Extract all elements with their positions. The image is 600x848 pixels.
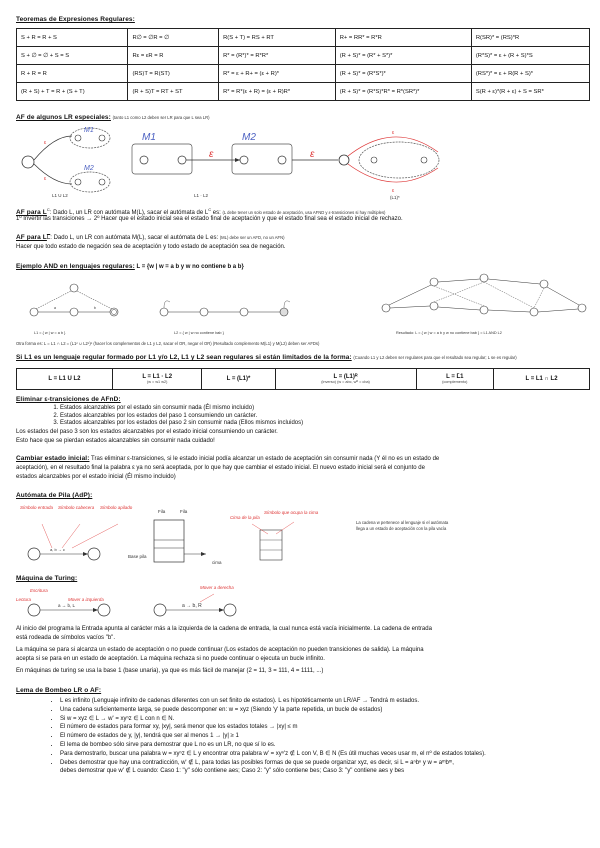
cierre-main: L = (L1)* <box>226 376 251 382</box>
complemento-text2: es: <box>211 210 221 216</box>
eliminar-list <box>16 405 588 428</box>
complemento-sup: C <box>46 207 50 212</box>
turing-line1: Al inicio del programa la Entrada apunta al carácter más a la izquierda de la cadena de entrada, la cual nunca está vacía inicialmente. La cadena de entrada <box>16 626 432 632</box>
kleene-caption: (L1)* <box>390 195 400 200</box>
teoremas-cell: R(SR)* = (RS)*R <box>471 29 589 47</box>
concat-caption: L1 · L2 <box>194 193 209 198</box>
eliminar-line2: Esto hace que se pierdan estados alcanzables sin consumir nada cuidado! <box>16 438 215 444</box>
svg-text:a, b → c: a, b → c <box>50 547 65 552</box>
l2-automaton <box>160 301 290 316</box>
turing-l2: Lectura <box>16 597 32 602</box>
teoremas-cell: R(S + T) = RS + RT <box>219 29 336 47</box>
ejemplo-footer: Otra forma es: L = L1 ∩ L2 = (L1ᶜ ∪ L2ᶜ)ᶜ (hacer los complementos de L1 y L2, sacar el OR, negar el OR) (Resultado complemento M(L1) y M(L2) deben ser AFDs) <box>16 341 320 346</box>
kleene-automaton <box>339 130 439 200</box>
afdlr-title: AF de algunos LR especiales: <box>16 114 111 121</box>
cierre-sub: (inverso) (w = abc, wᴿ = cba) <box>321 380 370 384</box>
cierre-sub: (w = w1 w2) <box>146 380 168 384</box>
teoremas-cell: R∅ = ∅R = ∅ <box>128 29 219 47</box>
teoremas-cell: (R*S)* = ε + (R + S)*S <box>471 47 589 65</box>
cierre-main: L = (L1)ᴿ <box>333 374 358 380</box>
complemento-title: AF para L <box>16 209 47 216</box>
ejemplo-cap1: L1 = { w | w = a b } <box>34 331 66 335</box>
svg-text:ε: ε <box>310 149 315 160</box>
pila-l8: Símbolo que ocupa la cima <box>264 510 319 515</box>
teoremas-cell: S + R = R + S <box>17 29 128 47</box>
cierre-cell <box>416 369 493 390</box>
svg-text:a → b, L: a → b, L <box>58 603 76 608</box>
afr-note: (ML) debe ser un AFD, no un AFN) <box>219 235 285 240</box>
bombeo-item: • El número de estados de y, |y|, tendrá que ser al menos 1 → |y| ≥ 1 <box>60 732 588 741</box>
teoremas-cell: R* = R*(ε + R) = (ε + R)R* <box>219 83 336 101</box>
bombeo-list <box>16 697 588 776</box>
svg-text:a: a <box>54 306 56 310</box>
cierre-main: L = L1 · L2 <box>142 374 173 380</box>
pila-l2: Símbolo cabecera <box>58 505 95 510</box>
afdlr-note: (tanto L1 como L2 deben ser LR para que L sea LR) <box>112 115 210 120</box>
bombeo-item: • L es infinito (Lenguaje infinito de cadenas diferentes con un set finito de estados). L es hipotéticamente un LR/AF → Tendrá m estados. <box>60 697 588 706</box>
cierre-table <box>16 368 590 390</box>
complemento-line1: AF para $L^C$: Dado L, un LR con autómata M(L), sacar el autómata de $L^C$ es: (L debe tener un solo estado de aceptación, usa AFND y ε-transiciones si hay múltiples) <box>16 207 386 216</box>
cierre-sub: (complemento) <box>442 380 468 384</box>
eliminar-line1: Los estados del paso 3 son los estados alcanzables por el estado inicial consumiendo un carácter. <box>16 429 278 435</box>
cierre-main: L = L̄1 <box>446 374 464 380</box>
bombeo-item: • Si w = xyz ∈ L → w' = xyⁿz ∈ L con n ∈ N. <box>60 715 588 724</box>
eliminar-title: Eliminar ε-transiciones de AFnD: <box>16 396 121 403</box>
union-automaton <box>22 127 110 198</box>
bombeo-item: • Una cadena suficientemente larga, se puede descomponer en: w = xyz (Siendo 'y' la parte repetida, un bucle de estados) <box>60 706 588 715</box>
cambiar-text1: Tras eliminar ε-transiciones, si le estado inicial podía alcanzar un estado de aceptación sin consumir nada (Y él no es un estado de <box>91 456 440 462</box>
concat-automaton <box>132 132 338 198</box>
afdlr-diagram <box>14 122 574 200</box>
turing-line3: La máquina se para si alcanza un estado de aceptación o no puede continuar (Los estados de aceptación no pueden transiciones de salida). La máquina <box>16 647 424 653</box>
pila-diagram <box>14 518 354 570</box>
result-automaton <box>382 274 586 316</box>
teoremas-cell: (R + S)T = RT + ST <box>128 83 219 101</box>
cambiar-line3: estados alcanzables por el estado inicial (Él mismo incluido) <box>16 474 176 480</box>
turing-l4: Mover a derecha <box>200 585 234 590</box>
teoremas-cell: R + R = R <box>17 65 128 83</box>
pila-note: La cadena w pertenece al lenguaje si el autómata llega a un estado de aceptación con la pila vacía <box>356 520 449 531</box>
teoremas-cell: R* = (R*)* = R*R* <box>219 47 336 65</box>
turing-l3: Mover a izquierda <box>68 597 104 602</box>
complemento-text: : Dado L, un LR con autómata M(L), sacar el autómata de L <box>49 210 209 216</box>
afr-text2: es: <box>208 235 219 241</box>
cierre-header <box>16 354 588 362</box>
afdlr-header <box>16 114 588 121</box>
svg-text:ε: ε <box>44 140 47 146</box>
svg-text:M2: M2 <box>84 165 94 172</box>
cierre-cell <box>17 369 113 390</box>
teoremas-row <box>17 65 590 83</box>
ejemplo-diagram <box>14 272 590 342</box>
bombeo-item: debes demostrar que w' ∉ L cuando: Caso 1: "y" sólo contiene aes; Caso 2: "y" sólo contiene bes; Caso 3: "y" contiene aes y bes <box>60 768 405 775</box>
bombeo-item: • Debes demostrar que hay una contradicción, w' ∉ L, para todas las posibles formas de que se puede organizar xyz, es decir, si L = aⁿbⁿ y w = aᵐbᵐ, <box>60 759 588 768</box>
svg-text:M1: M1 <box>84 127 94 134</box>
cierre-cell <box>202 369 275 390</box>
teoremas-cell: R+ = RR* = R*R <box>335 29 471 47</box>
teoremas-cell: S + ∅ = ∅ + S = S <box>17 47 128 65</box>
teoremas-cell: Rε = εR = R <box>128 47 219 65</box>
cambiar-line1 <box>16 455 588 463</box>
turing-title: Máquina de Turing: <box>16 575 78 582</box>
svg-text:ε: ε <box>392 130 395 136</box>
bombeo-item: • El lema de bombeo sólo sirve para demostrar que L no es un LR, no que sí lo es. <box>60 741 588 750</box>
teoremas-cell: (R + S)* = (R*S*)* <box>335 65 471 83</box>
afr-title: AF para L <box>16 234 47 241</box>
teoremas-cell: (RS*)* = ε + R(R + S)* <box>471 65 589 83</box>
pila-l5: Fila <box>180 509 188 514</box>
cierre-note: (Cuando L1 y L2 deben ser regulares para que el resultado sea regular; L se es regular) <box>353 355 517 360</box>
l1-automaton <box>30 284 118 316</box>
pila-l4: Fila <box>158 509 166 514</box>
eliminar-item: 1. Estados alcanzables por el estado sin consumir nada (Él mismo incluido) <box>60 405 588 413</box>
eliminar-item: 3. Estados alcanzables por los estados del paso 2 sin consumir nada (Ellos mismos incluidos) <box>60 420 588 428</box>
turing-t1: a → b, R <box>182 603 202 609</box>
pila-l6: Base pila <box>128 554 147 559</box>
turing-l1: Escritura <box>30 588 48 593</box>
bombeo-title: Lema de Bombeo LR o AF: <box>16 687 102 694</box>
pila-l3: Símbolo apilado <box>100 505 133 510</box>
teoremas-cell: S(R + ε)*(R + ε) + S = SR* <box>471 83 589 101</box>
bombeo-item: • El número de estados para formar xy, |xy|, será menor que los estados totales → |xy| ≤ m <box>60 723 588 732</box>
svg-text:b: b <box>94 306 96 310</box>
turing-line4: acepta si se para en un estado de aceptación. La máquina rechaza si no puede continuar o ejecuta un bucle infinito. <box>16 656 325 662</box>
union-caption: L1 U L2 <box>52 193 68 198</box>
teoremas-cell: R* = ε + R+ = (ε + R)* <box>219 65 336 83</box>
ejemplo-title: Ejemplo AND en lenguajes regulares: <box>16 263 135 270</box>
ejemplo-formula: L = {w | w = a b y w no contiene b a b} <box>136 264 244 270</box>
bombeo-item: • Para demostrarlo, buscar una palabra w = xyⁿz ∈ L y encontrar otra palabra w' = xyⁿ'z ∉ L con V, B ∈ N (Es útil muchas veces usar m, el nº de estados totales). <box>60 750 588 759</box>
pila-l9: cima <box>212 560 222 565</box>
cierre-cell <box>494 369 590 390</box>
cierre-title: Si L1 es un lenguaje regular formado por L1 y/o L2, L1 y L2 sean regulares si están limitados de la forma: <box>16 354 352 361</box>
teoremas-row <box>17 47 590 65</box>
cierre-cell <box>112 369 202 390</box>
ejemplo-cap2: L2 = { w | w no contiene bab } <box>174 331 224 335</box>
ejemplo-header <box>16 263 588 271</box>
cambiar-line2: aceptación), en el resultado final la palabra ε ya no será aceptada, por lo que hay que cambiar el estado inicial. El nuevo estado inicial será el conjunto de <box>16 465 425 471</box>
svg-text:ε: ε <box>392 188 395 194</box>
teoremas-row <box>17 83 590 101</box>
eliminar-item: 2. Estados alcanzables por los estados del paso 1 consumiendo un carácter. <box>60 413 588 421</box>
complemento-note: (L debe tener un solo estado de aceptación, usa AFND y ε-transiciones si hay múltiples) <box>222 210 386 215</box>
complemento-line2: 1º Invertir las transiciones → 2º Hacer que el estado inicial sea el estado final de aceptación y que el estado final sea el estado inicial de rechazo. <box>16 216 403 222</box>
m2-label: M2 <box>242 132 256 143</box>
teoremas-table <box>16 28 590 101</box>
teoremas-title: Teoremas de Expresiones Regulares: <box>16 16 135 23</box>
turing-line2: está rodeada de símbolos vacíos "b". <box>16 635 115 641</box>
teoremas-cell: (R + S) + T = R + (S + T) <box>17 83 128 101</box>
turing-line5: En máquinas de turing se usa la base 1 (base unaria), ya que es más fácil de manejar (2 = 11, 3 = 111, 4 = 1111, ...) <box>16 668 324 674</box>
afr-text: : Dado L, un LR con autómata M(L), sacar el autómata de L <box>50 235 209 241</box>
svg-text:ε: ε <box>44 176 47 182</box>
cierre-main: L = L1 ∩ L2 <box>525 376 558 382</box>
turing-diagram <box>14 592 274 620</box>
afr-line2: Hacer que todo estado de negación sea de aceptación y todo estado de aceptación sea de negación. <box>16 244 286 250</box>
cambiar-title: Cambiar estado inicial: <box>16 455 90 462</box>
ejemplo-cap3: Resultado: L = { w | w = a b y w no contiene bab } = L1 AND L2 <box>396 331 502 335</box>
cierre-cell <box>275 369 416 390</box>
teoremas-row <box>17 29 590 47</box>
teoremas-cell: (RS)T = R(ST) <box>128 65 219 83</box>
cierre-main: L = L1 U L2 <box>48 376 81 382</box>
pila-l7: Cima de la pila <box>230 515 260 520</box>
teoremas-cell: (R + S)* = (R*S)*R* = R*(SR*)* <box>335 83 471 101</box>
eps-label: ε <box>209 149 214 160</box>
pila-title: Autómata de Pila (AdP): <box>16 492 93 499</box>
afr-line1: AF para $L\overline{L}$: Dado L, un LR con autómata M(L), sacar el autómata de L es: (ML) debe ser un AFD, no un AFN) <box>16 234 285 241</box>
teoremas-cell: (R + S)* = (R* + S*)* <box>335 47 471 65</box>
m1-label: M1 <box>142 132 156 143</box>
pila-l1: Símbolo entrada <box>20 505 54 510</box>
